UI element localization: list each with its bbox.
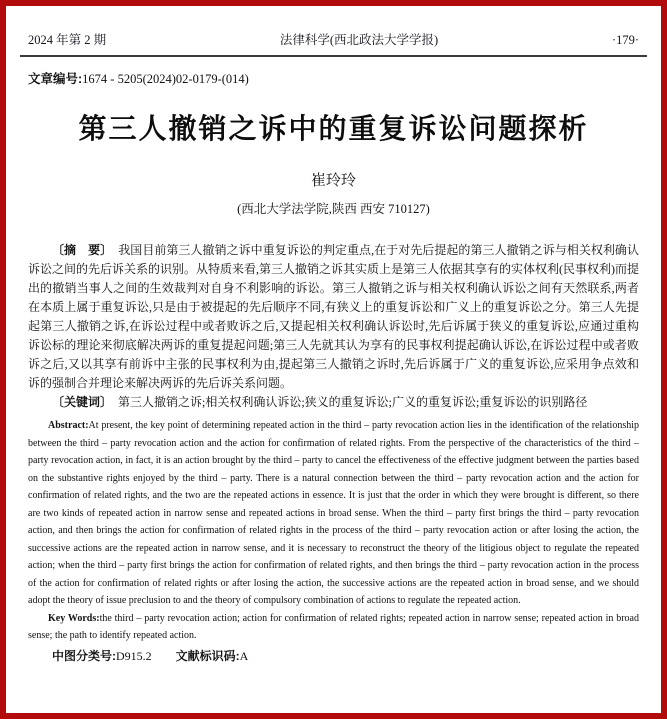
doc-code-label: 文献标识码:: [175, 648, 240, 663]
keywords-chinese-text: 第三人撤销之诉;相关权利确认诉讼;狭义的重复诉讼;广义的重复诉讼;重复诉讼的识别路径: [106, 395, 588, 409]
header-divider: [20, 55, 647, 57]
keywords-chinese-label: 〔关键词〕: [52, 395, 107, 409]
clc-value: D915.2: [116, 648, 152, 663]
article-number-label: 文章编号:: [28, 72, 83, 86]
abstract-english-text: At present, the key point of determining repeated action in the third – party revocation action lies in the identification of the relationship between the third – party revocation action and the action for confirmation of related rights. From the perspective of the characteristics of the third – party revocation action, in fact, it is an action brought by the third – party to cancel the effectiveness of the effective judgment between the parties based on the substantive rights enjoyed by the third – party. There is a natural connection between the third – party revocation action and the action for confirmation of related rights, and the two are the repeated actions in essence. It is just that the order in which they were brought is different, so there are two kinds of repeated action in narrow sense and repeated actions in broad sense. When the third – party first brings the third – party revocation action, and then brings the action for confirmation of related rights in the process of the third – party revocation action or after losing the action, the successive actions are the repeated action in narrow sense, and it is necessary to reconstruct the theory of the litigious object to regulate the repeated action; when the third – party first brings the action for confirmation of related rights, and then brings the third – party revocation action in the process of the action for confirmation of related rights or after losing the action, the successive actions are the repeated action in broad sense, and we should adopt the theory of issue preclusion to and the theory of compulsory combination of actions to regulate the repeated action.: [28, 420, 639, 606]
abstract-english: [28, 417, 639, 610]
doc-code-value: A: [239, 648, 249, 663]
keywords-english-label: Key Words:: [48, 612, 100, 624]
author-affiliation: (西北大学法学院,陕西 西安 710127): [237, 202, 430, 216]
keywords-chinese: [28, 393, 639, 412]
article-number-value: 1674 - 5205(2024)02-0179-(014): [82, 72, 249, 86]
author-name: 崔玲玲: [310, 173, 356, 189]
clc-label: 中图分类号:: [52, 648, 116, 663]
page-number: ·179·: [611, 33, 639, 47]
classification-line: [28, 647, 639, 666]
abstract-chinese-label: 〔摘 要〕: [52, 243, 107, 257]
paper-title: 第三人撤销之诉中的重复诉讼问题探析: [78, 114, 589, 145]
issue-info: 2024 年第 2 期: [28, 33, 107, 47]
journal-name: 法律科学(西北政法大学学报): [279, 33, 439, 47]
abstract-chinese: [28, 241, 639, 393]
abstract-chinese-text: 我国目前第三人撤销之诉中重复诉讼的判定重点,在于对先后提起的第三人撤销之诉与相关权利确认诉讼之间的先后诉关系的识别。从特质来看,第三人撤销之诉其实质上是第三人依据其享有的实体权利(民事权利)而提出的撤销当事人之间的生效裁判对自身不利影响的诉讼。第三人撤销之诉与相关权利确认诉讼之间有天然联系,两者在本质上属于重复诉讼,只是由于被提起的先后顺序不同,有狭义上的重复诉讼和广义上的重复诉讼之分。第三人先提起第三人撤销之诉,在诉讼过程中或者败诉之后,又提起相关权利确认诉讼时,先后诉属于狭义的重复诉讼,应通过重构诉讼标的理论来彻底解决两诉的重复提起问题;第三人先就其认为享有的民事权利提起确认诉讼,在诉讼过程中或者败诉之后,又以其享有前诉中主张的民事权利为由,提起第三人撤销之诉时,先后诉属于广义的重复诉讼,应采用争点效和诉的强制合并理论来解决两诉的先后诉关系问题。: [28, 243, 639, 390]
abstract-english-label: Abstract:: [48, 420, 89, 431]
journal-header: [28, 30, 639, 48]
keywords-english: [28, 610, 639, 645]
keywords-english-text: the third – party revocation action; action for confirmation of related rights; repeated action in narrow sense; repeated action in broad sense; the path to identify repeated action.: [28, 612, 639, 641]
article-number-line: [28, 69, 639, 87]
